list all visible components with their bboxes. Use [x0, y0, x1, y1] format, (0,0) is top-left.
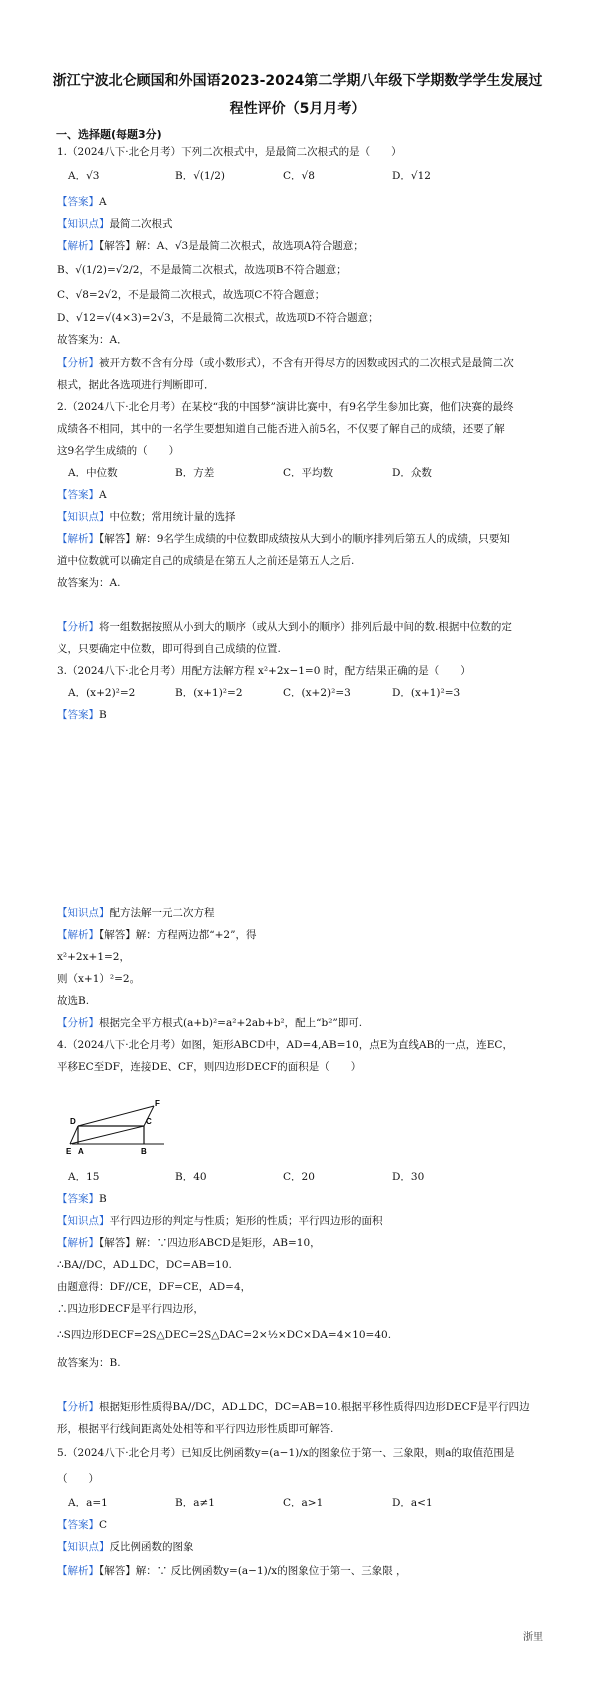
q2-option-b: B．方差 [175, 467, 215, 479]
q3-knowledge: 配方法解一元二次方程 [109, 907, 215, 919]
q3-analysis-3: 则（x+1）²=2。 [57, 973, 141, 985]
q2-answer: A [99, 489, 107, 501]
label-c: C [146, 1117, 152, 1126]
q3-stem: 3.（2024八下·北仑月考）用配方法解方程 x²+2x−1=0 时，配方结果正确的是（ ） [57, 665, 471, 677]
segment-de [70, 1126, 78, 1144]
q1-analysis-4: D、√12=√(4×3)=2√3，不是最简二次根式，故选项D不符合题意； [57, 312, 379, 324]
analysis-tag: 【解析】 [57, 240, 99, 252]
q2-fenxi-1: 将一组数据按照从小到大的顺序（或从大到小的顺序）排列后最中间的数.根据中位数的定 [99, 621, 512, 633]
knowledge-tag: 【知识点】 [57, 511, 110, 523]
label-a: A [78, 1147, 84, 1156]
q3-fenxi-1: 根据完全平方根式(a+b)²=a²+2ab+b²，配上“b²”即可. [99, 1017, 363, 1029]
knowledge-tag: 【知识点】 [57, 1215, 110, 1227]
q4-stem-2: 平移EC至DF，连接DE、CF，则四边形DECF的面积是（ ） [57, 1061, 362, 1073]
q4-option-a: A．15 [68, 1171, 100, 1183]
knowledge-tag: 【知识点】 [57, 1541, 110, 1553]
q5-option-a: A．a=1 [68, 1497, 108, 1509]
knowledge-tag: 【知识点】 [57, 907, 110, 919]
q4-analysis-6: 故答案为：B. [57, 1357, 121, 1369]
q1-fenxi-1: 被开方数不含有分母（或小数形式），不含有开得尽方的因数或因式的二次根式是最简二次 [99, 357, 514, 369]
q4-analysis-5: ∴S四边形DECF=2S△DEC=2S△DAC=2×½×DC×DA=4×10=40. [57, 1329, 392, 1341]
q4-fenxi-1: 根据矩形性质得BA//DC，AD⊥DC，DC=AB=10.根据平移性质得四边形DECF是平行四边 [99, 1401, 530, 1413]
q4-analysis-2: ∴BA//DC，AD⊥DC，DC=AB=10. [57, 1259, 232, 1271]
q1-knowledge: 最简二次根式 [109, 218, 173, 230]
q2-analysis-1: 【解答】解：9名学生成绩的中位数即成绩按从大到小的顺序排列后第五人的成绩，只要知 [99, 533, 510, 545]
q3-option-c: C．(x+2)²=3 [283, 687, 351, 699]
q5-knowledge: 反比例函数的图象 [109, 1541, 194, 1553]
q1-stem: 1.（2024八下·北仑月考）下列二次根式中，是最简二次根式的是（ ） [57, 146, 402, 158]
page-subtitle: 程性评价（5月月考） [229, 101, 366, 117]
q1-option-b: B．√(1/2) [175, 170, 225, 182]
q2-knowledge: 中位数；常用统计量的选择 [109, 511, 236, 523]
q1-option-c: C．√8 [283, 170, 315, 182]
q1-analysis-3: C、√8=2√2，不是最简二次根式，故选项C不符合题意； [57, 289, 326, 301]
q5-stem-1: 5.（2024八下·北仑月考）已知反比例函数y=(a−1)/x的图象位于第一、三象限，则a的取值范围是 [57, 1447, 515, 1459]
q3-option-b: B．(x+1)²=2 [175, 687, 243, 699]
q1-answer: A [99, 196, 107, 208]
q5-stem-2: （ ） [57, 1473, 99, 1485]
q3-analysis-4: 故选B. [57, 995, 90, 1007]
label-b: B [141, 1147, 147, 1156]
q1-analysis-2: B、√(1/2)=√2/2，不是最简二次根式，故选项B不符合题意； [57, 264, 347, 276]
q2-stem-1: 2.（2024八下·北仑月考）在某校“我的中国梦”演讲比赛中，有9名学生参加比赛，他们决赛的最终 [57, 401, 514, 413]
fenxi-tag: 【分析】 [57, 357, 99, 369]
q4-analysis-4: ∴四边形DECF是平行四边形， [57, 1303, 204, 1315]
section-heading: 一、选择题(每题3分) [56, 128, 162, 141]
analysis-tag: 【解析】 [57, 533, 99, 545]
analysis-tag: 【解析】 [57, 1565, 99, 1577]
q4-analysis-3: 由题意得：DF//CE，DF=CE，AD=4， [57, 1281, 252, 1293]
q2-analysis-3: 故答案为：A. [57, 577, 121, 589]
label-f: F [155, 1099, 160, 1108]
label-d: D [70, 1117, 76, 1126]
answer-tag: 【答案】 [57, 489, 99, 501]
q2-option-a: A．中位数 [68, 467, 118, 479]
q4-analysis-1: 【解答】解：∵四边形ABCD是矩形，AB=10， [99, 1237, 321, 1249]
label-e: E [66, 1147, 72, 1156]
q3-answer: B [99, 709, 107, 721]
q2-fenxi-2: 义，只要确定中位数，即可得到自己成绩的位置. [57, 643, 281, 655]
fenxi-tag: 【分析】 [57, 1401, 99, 1413]
q1-analysis-1: 【解答】解：A、√3是最简二次根式，故选项A符合题意； [99, 240, 364, 252]
analysis-tag: 【解析】 [57, 929, 99, 941]
q3-option-d: D．(x+1)²=3 [392, 687, 461, 699]
q1-option-d: D．√12 [392, 170, 431, 182]
q2-analysis-2: 道中位数就可以确定自己的成绩是在第五人之前还是第五人之后. [57, 555, 355, 567]
answer-tag: 【答案】 [57, 1193, 99, 1205]
q4-option-d: D．30 [392, 1171, 425, 1183]
q4-fenxi-2: 形，根据平行线间距离处处相等和平行四边形性质即可解答. [57, 1423, 334, 1435]
q1-option-a: A．√3 [68, 170, 100, 182]
q2-stem-3: 这9名学生成绩的（ ） [57, 445, 180, 457]
analysis-tag: 【解析】 [57, 1237, 99, 1249]
fenxi-tag: 【分析】 [57, 1017, 99, 1029]
answer-tag: 【答案】 [57, 709, 99, 721]
q4-answer: B [99, 1193, 107, 1205]
q1-fenxi-2: 根式，据此各选项进行判断即可． [57, 379, 215, 391]
q4-option-b: B．40 [175, 1171, 207, 1183]
segment-df [78, 1106, 154, 1126]
q5-answer: C [99, 1519, 108, 1531]
q5-analysis-1: 【解答】解：∵ 反比例函数y=(a−1)/x的图象位于第一、三象限 ， [99, 1565, 407, 1577]
page-footer: 浙里 [523, 1632, 543, 1643]
q5-option-b: B．a≠1 [175, 1497, 215, 1509]
q3-option-a: A．(x+2)²=2 [68, 687, 136, 699]
fenxi-tag: 【分析】 [57, 621, 99, 633]
segment-ec [70, 1126, 144, 1144]
q1-analysis-5: 故答案为：A． [57, 334, 128, 346]
answer-tag: 【答案】 [57, 1519, 99, 1531]
q3-analysis-2: x²+2x+1=2， [57, 951, 130, 963]
q4-option-c: C．20 [283, 1171, 315, 1183]
q5-option-d: D．a<1 [392, 1497, 433, 1509]
answer-tag: 【答案】 [57, 196, 99, 208]
q3-analysis-1: 【解答】解：方程两边都“+2”，得 [99, 929, 257, 941]
q2-stem-2: 成绩各不相同，其中的一名学生要想知道自己能否进入前5名，不仅要了解自己的成绩，还要了解 [57, 423, 505, 435]
page-title: 浙江宁波北仑顾国和外国语2023-2024第二学期八年级下学期数学学生发展过 [52, 73, 543, 89]
q4-stem-1: 4.（2024八下·北仑月考）如图，矩形ABCD中，AD=4,AB=10，点E为直线AB的一点，连EC， [57, 1039, 513, 1051]
q2-option-c: C．平均数 [283, 467, 334, 479]
knowledge-tag: 【知识点】 [57, 218, 110, 230]
q2-option-d: D．众数 [392, 467, 432, 479]
rectangle-figure [66, 1098, 176, 1160]
q4-knowledge: 平行四边形的判定与性质；矩形的性质；平行四边形的面积 [109, 1215, 383, 1227]
q5-option-c: C．a>1 [283, 1497, 324, 1509]
